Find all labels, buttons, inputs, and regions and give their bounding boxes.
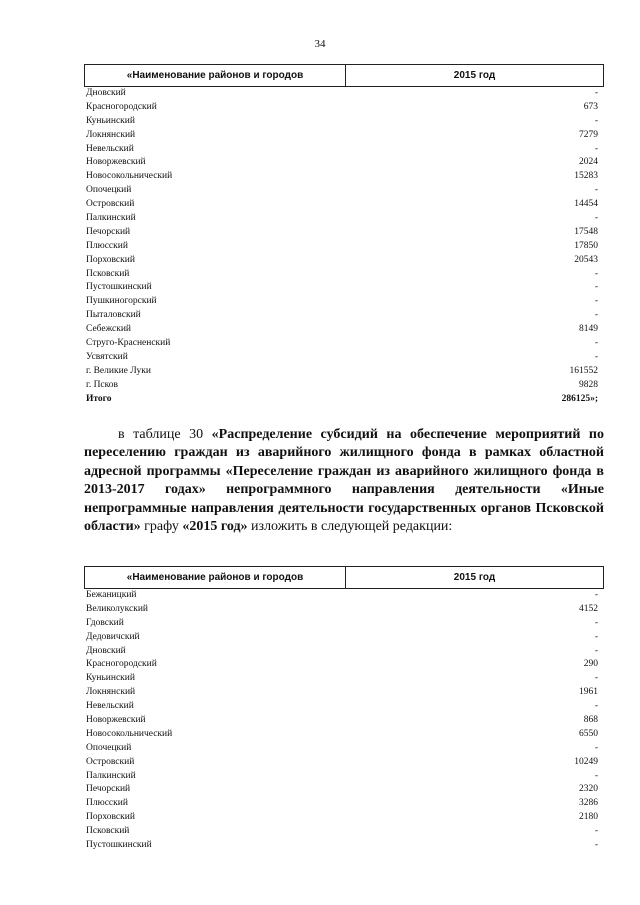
table-row bbox=[84, 797, 604, 811]
amount-value: - bbox=[594, 840, 598, 851]
amount-value: - bbox=[594, 282, 598, 293]
table-row bbox=[84, 268, 604, 282]
table-2015-before bbox=[84, 64, 604, 406]
district-name: Дедовичский bbox=[86, 631, 140, 642]
total-row bbox=[84, 393, 604, 407]
table-row bbox=[84, 379, 604, 393]
district-name: Новоржевский bbox=[86, 157, 146, 168]
amount-value: 1961 bbox=[579, 687, 598, 698]
table-row bbox=[84, 811, 604, 825]
table-2015-after bbox=[84, 566, 604, 853]
district-name: Палкинский bbox=[86, 770, 136, 781]
district-name: Дновский bbox=[86, 88, 126, 98]
table-row bbox=[84, 170, 604, 184]
district-name: Опочецкий bbox=[86, 185, 132, 196]
table-row bbox=[84, 839, 604, 853]
amount-value: - bbox=[594, 268, 598, 279]
table-row bbox=[84, 603, 604, 617]
table-row bbox=[84, 115, 604, 129]
table-row bbox=[84, 365, 604, 379]
table-row bbox=[84, 631, 604, 645]
table-row bbox=[84, 129, 604, 143]
amount-value: 8149 bbox=[579, 324, 598, 335]
district-name: Невельский bbox=[86, 143, 134, 154]
district-name: Пыталовский bbox=[86, 310, 141, 321]
column-header-district: «Наименование районов и городов bbox=[85, 65, 346, 86]
paragraph-column-name: «2015 год» bbox=[182, 519, 248, 535]
instruction-paragraph bbox=[84, 426, 604, 536]
district-name: Печорский bbox=[86, 784, 131, 795]
table-row bbox=[84, 212, 604, 226]
amount-value: 9828 bbox=[579, 379, 598, 390]
district-name: Псковский bbox=[86, 826, 130, 837]
district-name: Великолукский bbox=[86, 603, 149, 614]
district-name: Палкинский bbox=[86, 213, 136, 224]
table-row bbox=[84, 617, 604, 631]
table-row bbox=[84, 156, 604, 170]
amount-value: 286125»; bbox=[561, 393, 598, 404]
amount-value: 10249 bbox=[574, 756, 598, 767]
amount-value: - bbox=[594, 115, 598, 126]
district-name: Плюсский bbox=[86, 240, 128, 251]
table-row bbox=[84, 143, 604, 157]
paragraph-text: изложить в следующей редакции: bbox=[247, 519, 453, 535]
table-body bbox=[84, 87, 604, 406]
district-name: Гдовский bbox=[86, 617, 124, 628]
table-row bbox=[84, 309, 604, 323]
table-row bbox=[84, 101, 604, 115]
amount-value: 17850 bbox=[574, 240, 598, 251]
amount-value: - bbox=[594, 617, 598, 628]
amount-value: - bbox=[594, 590, 598, 600]
amount-value: - bbox=[594, 338, 598, 349]
paragraph-text: в таблице 30 bbox=[118, 427, 212, 442]
column-header-year: 2015 год bbox=[453, 70, 496, 81]
page-number: 34 bbox=[314, 38, 326, 50]
amount-value: - bbox=[594, 351, 598, 362]
amount-value: - bbox=[594, 631, 598, 642]
amount-value: 2024 bbox=[579, 157, 598, 168]
amount-value: 2320 bbox=[579, 784, 598, 795]
district-name: Куньинский bbox=[86, 115, 135, 126]
amount-value: - bbox=[594, 673, 598, 684]
district-name: Порховский bbox=[86, 812, 135, 823]
table-row bbox=[84, 240, 604, 254]
table-row bbox=[84, 658, 604, 672]
amount-value: - bbox=[594, 185, 598, 196]
table-row bbox=[84, 756, 604, 770]
amount-value: 4152 bbox=[579, 603, 598, 614]
amount-value: 6550 bbox=[579, 728, 598, 739]
district-name: Новосокольнический bbox=[86, 728, 173, 739]
table-row bbox=[84, 198, 604, 212]
table-row bbox=[84, 645, 604, 659]
table-row bbox=[84, 323, 604, 337]
table-header bbox=[84, 566, 604, 589]
table-row bbox=[84, 281, 604, 295]
district-name: Усвятский bbox=[86, 351, 128, 362]
table-row bbox=[84, 700, 604, 714]
amount-value: - bbox=[594, 310, 598, 321]
district-name: Островский bbox=[86, 756, 135, 767]
amount-value: 868 bbox=[583, 715, 598, 726]
district-name: Островский bbox=[86, 199, 135, 210]
table-row bbox=[84, 825, 604, 839]
amount-value: 15283 bbox=[574, 171, 598, 182]
table-row bbox=[84, 87, 604, 101]
district-name: Новосокольнический bbox=[86, 171, 173, 182]
amount-value: - bbox=[594, 143, 598, 154]
district-name: Локнянский bbox=[86, 687, 136, 698]
column-header-year: 2015 год bbox=[453, 572, 496, 583]
district-name: Себежский bbox=[86, 324, 131, 335]
table-row bbox=[84, 714, 604, 728]
district-name: Пустошкинский bbox=[86, 840, 152, 851]
paragraph-text: графу bbox=[140, 519, 183, 535]
district-name: Итого bbox=[86, 393, 112, 404]
table-row bbox=[84, 589, 604, 603]
district-name: Плюсский bbox=[86, 798, 128, 809]
district-name: Красногородский bbox=[86, 101, 157, 112]
table-row bbox=[84, 728, 604, 742]
district-name: Печорский bbox=[86, 226, 131, 237]
table-body bbox=[84, 589, 604, 853]
amount-value: 20543 bbox=[574, 254, 598, 265]
table-row bbox=[84, 254, 604, 268]
district-name: Локнянский bbox=[86, 129, 136, 140]
district-name: Дновский bbox=[86, 645, 126, 656]
district-name: г. Псков bbox=[86, 379, 119, 390]
table-row bbox=[84, 184, 604, 198]
column-header-district: «Наименование районов и городов bbox=[85, 567, 346, 588]
table-row bbox=[84, 672, 604, 686]
district-name: Новоржевский bbox=[86, 715, 146, 726]
amount-value: 3286 bbox=[579, 798, 598, 809]
district-name: Порховский bbox=[86, 254, 135, 265]
table-row bbox=[84, 770, 604, 784]
district-name: Куньинский bbox=[86, 673, 135, 684]
table-header bbox=[84, 64, 604, 87]
district-name: Пушкиногорский bbox=[86, 296, 157, 307]
table-row bbox=[84, 686, 604, 700]
table-row bbox=[84, 226, 604, 240]
amount-value: 290 bbox=[583, 659, 598, 670]
district-name: Опочецкий bbox=[86, 742, 132, 753]
table-row bbox=[84, 295, 604, 309]
paragraph-table-title: «Распределение субсидий на обеспечение мероприятий по переселению граждан из аварийного жилищного фонда в рамках областной адресной программы «Переселение граждан из аварийного жилищного фонда в 2013-2017 годах» непрограммного направления деятельности «Иные непрограммные направления деятельности государственных органов Псковской области» bbox=[84, 427, 604, 535]
amount-value: - bbox=[594, 213, 598, 224]
district-name: Струго-Красненский bbox=[86, 338, 171, 349]
table-row bbox=[84, 783, 604, 797]
amount-value: 17548 bbox=[574, 226, 598, 237]
table-row bbox=[84, 351, 604, 365]
amount-value: 7279 bbox=[579, 129, 598, 140]
amount-value: - bbox=[594, 701, 598, 712]
amount-value: - bbox=[594, 645, 598, 656]
amount-value: 2180 bbox=[579, 812, 598, 823]
district-name: Невельский bbox=[86, 701, 134, 712]
amount-value: - bbox=[594, 88, 598, 98]
amount-value: - bbox=[594, 296, 598, 307]
table-row bbox=[84, 337, 604, 351]
amount-value: - bbox=[594, 826, 598, 837]
district-name: Псковский bbox=[86, 268, 130, 279]
table-row bbox=[84, 742, 604, 756]
amount-value: 14454 bbox=[574, 199, 598, 210]
amount-value: 673 bbox=[583, 101, 598, 112]
district-name: Красногородский bbox=[86, 659, 157, 670]
amount-value: 161552 bbox=[569, 365, 598, 376]
district-name: Пустошкинский bbox=[86, 282, 152, 293]
district-name: г. Великие Луки bbox=[86, 365, 151, 376]
amount-value: - bbox=[594, 770, 598, 781]
district-name: Бежаницкий bbox=[86, 590, 137, 600]
amount-value: - bbox=[594, 742, 598, 753]
